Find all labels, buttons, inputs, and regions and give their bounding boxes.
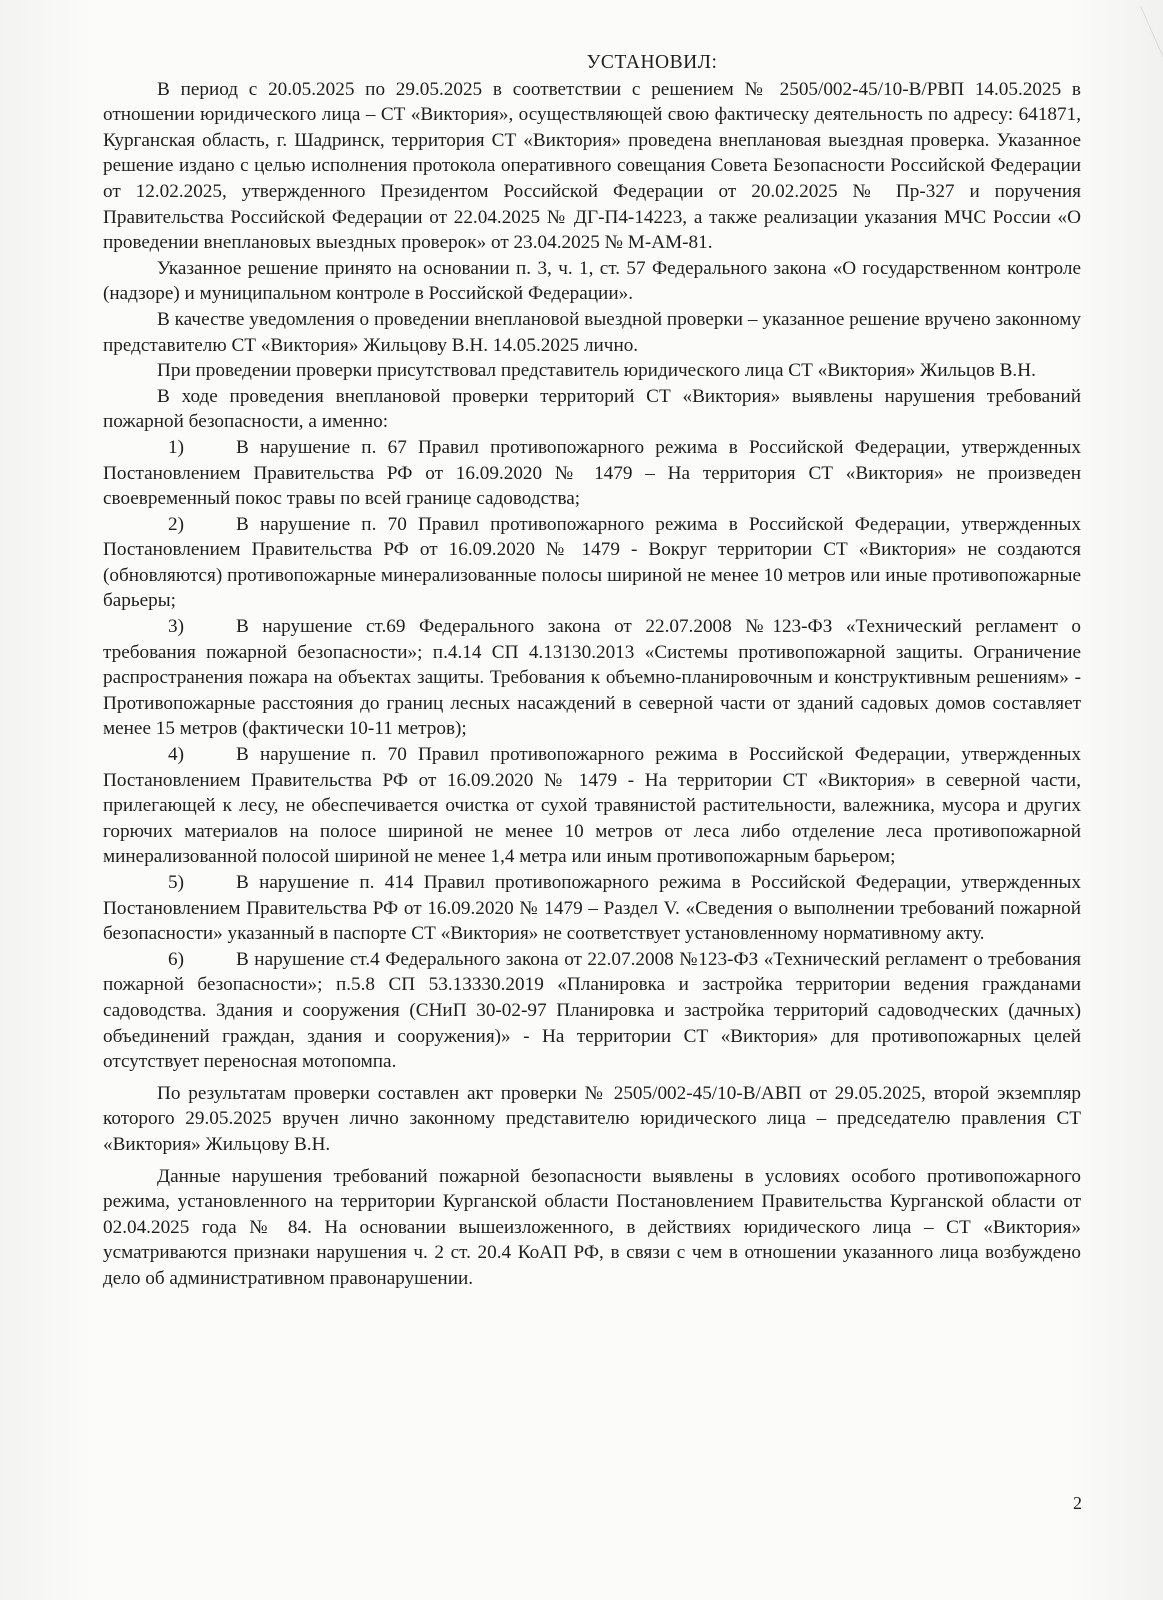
violation-text: В нарушение п. 67 Правил противопожарного режима в Российской Федерации, утвержденных Постановлением Правительства РФ от 16.09.2020 № 1479 – На территория СТ «Виктория» не произведен своевременный покос травы по всей границе садоводства; <box>103 436 1081 510</box>
paragraph-legal-basis: Указанное решение принято на основании п. 3, ч. 1, ст. 57 Федерального закона «О государственном контроле (надзоре) и муниципальном контроле в Российской Федерации». <box>103 257 1081 305</box>
violation-number: 6) <box>168 948 184 970</box>
violation-number: 4) <box>168 744 184 766</box>
violation-text: В нарушение ст.4 Федерального закона от 22.07.2008 №123-ФЗ «Технический регламент о требования пожарной безопасности»; п.5.8 СП 53.13330.2019 «Планировка и застройка территории ведения гражданами садоводства. Здания и сооружения (СНиП 30-02-97 Планировка и застройка территорий садоводческих (дачных) объединений граждан, здания и сооружения)» - На территории СТ «Виктория» для противопожарных целей отсутствует переносная мотопомпа. <box>103 948 1081 1073</box>
page-number: 2 <box>1073 1493 1082 1513</box>
paragraph-violations-intro: В ходе проведения внеплановой проверки территорий СТ «Виктория» выявлены нарушения требований пожарной безопасности, а именно: <box>103 385 1081 433</box>
violation-item <box>103 435 1081 512</box>
paragraph-inspection-act: По результатам проверки составлен акт проверки № 2505/002-45/10-В/АВП от 29.05.2025, второй экземпляр которого 29.05.2025 вручен лично законному представителю юридического лица – председателю правления СТ «Виктория» Жильцову В.Н. <box>103 1082 1081 1155</box>
paragraph-inspection-period: В период с 20.05.2025 по 29.05.2025 в соответствии с решением № 2505/002-45/10-В/РВП 14.05.2025 в отношении юридического лица – СТ «Виктория», осуществляющей свою фактическу деятельность по адресу: 641871, Курганская область, г. Шадринск, территория СТ «Виктория» проведена внеплановая выездная проверка. Указанное решение издано с целью исполнения протокола оперативного совещания Совета Безопасности Российской Федерации от 12.02.2025, утвержденного Президентом Российской Федерации от 20.02.2025 № Пр-327 и поручения Правительства Российской Федерации от 22.04.2025 № ДГ-П4-14223, а также реализации указания МЧС России «О проведении внеплановых выездных проверок» от 23.04.2025 № М-АМ-81. <box>103 78 1081 254</box>
document-body <box>103 50 1081 1292</box>
violation-item <box>103 512 1081 614</box>
violation-number: 2) <box>168 513 184 535</box>
document-title: УСТАНОВИЛ: <box>586 52 718 73</box>
violation-item <box>103 742 1081 870</box>
violation-item <box>103 614 1081 742</box>
paragraph-conclusion: Данные нарушения требований пожарной безопасности выявлены в условиях особого противопожарного режима, установленного на территории Курганской области Постановлением Правительства Курганской области от 02.04.2025 года № 84. На основании вышеизложенного, в действиях юридического лица – СТ «Виктория» усматриваются признаки нарушения ч. 2 ст. 20.4 КоАП РФ, в связи с чем в отношении указанного лица возбуждено дело об административном правонарушении. <box>103 1165 1081 1289</box>
violation-text: В нарушение ст.69 Федерального закона от 22.07.2008 №123-ФЗ «Технический регламент о требования пожарной безопасности»; п.4.14 СП 4.13130.2013 «Системы противопожарной защиты. Ограничение распространения пожара на объектах защиты. Требования к объемно-планировочным и конструктивным решениям» - Противопожарные расстояния до границ лесных насаждений в северной части от зданий садовых домов составляет менее 15 метров (фактически 10-11 метров); <box>103 616 1081 740</box>
violation-number: 1) <box>168 436 184 458</box>
violation-number: 3) <box>168 616 184 638</box>
paragraph-notification: В качестве уведомления о проведении внеплановой выездной проверки – указанное решение вручено законному представителю СТ «Виктория» Жильцову В.Н. 14.05.2025 лично. <box>103 308 1081 356</box>
violation-text: В нарушение п. 70 Правил противопожарного режима в Российской Федерации, утвержденных Постановлением Правительства РФ от 16.09.2020 № 1479 - Вокруг территории СТ «Виктория» не создаются (обновляются) противопожарные минерализованные полосы шириной не менее 10 метров или иные противопожарные барьеры; <box>103 513 1081 612</box>
violation-item <box>103 947 1081 1075</box>
violation-number: 5) <box>168 872 184 893</box>
paragraph-representative: При проведении проверки присутствовал представитель юридического лица СТ «Виктория» Жильцов В.Н. <box>157 360 1036 382</box>
violation-item <box>103 870 1081 947</box>
violation-text: В нарушение п. 414 Правил противопожарного режима в Российской Федерации, утвержденных Постановлением Правительства РФ от 16.09.2020 № 1479 – Раздел V. «Сведения о выполнении требований пожарной безопасности» указанный в паспорте СТ «Виктория» не соответствует установленному нормативному акту. <box>103 872 1081 945</box>
violation-text: В нарушение п. 70 Правил противопожарного режима в Российской Федерации, утвержденных Постановлением Правительства РФ от 16.09.2020 № 1479 - На территории СТ «Виктория» в северной части, прилегающей к лесу, не обеспечивается очистка от сухой травянистой растительности, валежника, мусора и других горючих материалов на полосе шириной не менее 10 метров от леса либо отделение леса противопожарной минерализованной полосой шириной не менее 1,4 метра или иным противопожарным барьером; <box>103 744 1081 868</box>
